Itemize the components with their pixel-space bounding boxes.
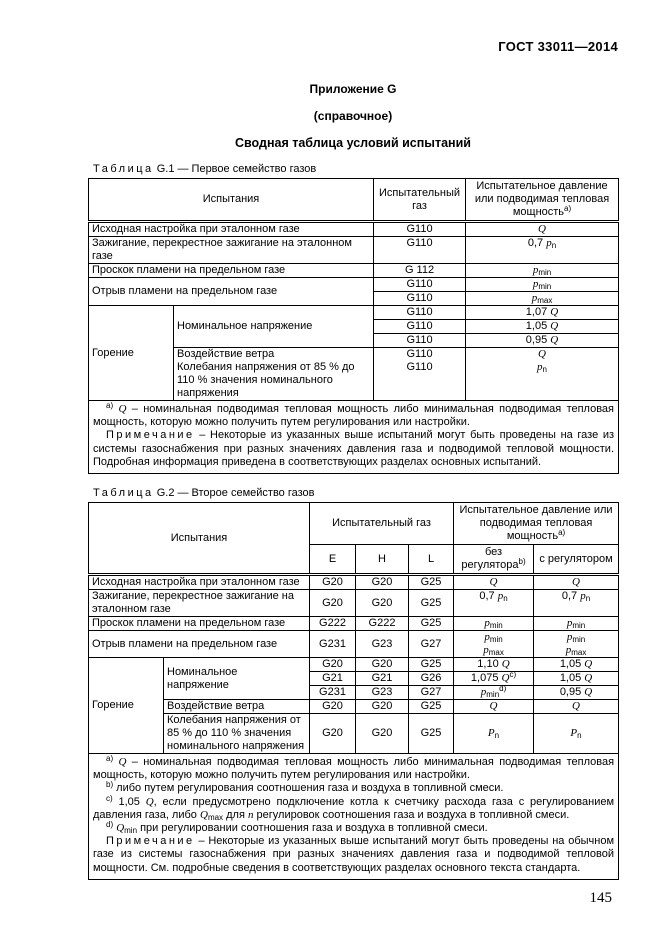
table-row [89,631,619,658]
gas-cell: G231 [310,631,356,658]
table-row [89,575,619,590]
gas-cell: G110 [374,348,466,362]
footnote-b: $^{b)}$ либо путем регулирования соотношения газа и воздуха в топливной смеси. [106,780,504,795]
gas-cell: G21 [310,672,356,686]
appendix-title: Приложение G [309,82,397,96]
value-cell: 1,05 Q [534,672,619,686]
column-header-h: H [356,545,409,575]
gas-cell: G110 [374,278,466,292]
value-cell: 0,95 Q [466,334,619,348]
gas-cell: G20 [356,590,409,617]
value-cell: $p_{min}$ [454,617,534,631]
footnote-d: $^{d)}$ $Q_{min}$ при регулировании соотношения газа и воздуха в топливной смеси. [106,820,488,836]
value-cell: $p_{min}$ [466,264,619,278]
footnote-row [89,754,619,880]
value-cell: Q [454,575,534,590]
test-name-cell: Исходная настройка при эталонном газе [89,575,310,590]
page-number: 145 [589,890,612,906]
value-cell: 1,05 Q [534,658,619,672]
gas-cell: G231 [310,686,356,700]
footnote-cell [89,754,619,880]
column-header-e: E [310,545,356,575]
gas-cell: G110 [374,334,466,348]
column-header-l: L [409,545,454,575]
table-g1-caption [93,163,618,175]
column-header-gas-group: Испытательный газ [310,503,454,545]
value-cell: 0,95 Q [534,686,619,700]
value-cell: Q [534,575,619,590]
page-title: Сводная таблица условий испытаний [235,136,471,150]
value-cell: 0,7 $p_n$ [466,237,619,264]
caption-text: G.2 — Второе семейство газов [156,487,315,500]
table-header-row [89,179,619,222]
value-cell: $p_{min}$ $p_{max}$ [454,631,534,658]
gas-cell: G110 [374,222,466,237]
value-cell: $p_{min}$ $p_{max}$ [534,631,619,658]
gas-cell: G21 [356,672,409,686]
gas-cell: G26 [409,672,454,686]
gas-cell: G110 [374,292,466,306]
caption-word: Таблица [93,487,154,500]
gas-cell: G20 [356,575,409,590]
value-cell: $P_n$ [454,714,534,754]
gas-cell: G20 [310,700,356,714]
gas-cell: G25 [409,658,454,672]
gas-cell: G23 [356,686,409,700]
value-cell: 1,10 Q [454,658,534,672]
table-row [89,590,619,617]
gas-cell: G25 [409,575,454,590]
gas-cell: G 112 [374,264,466,278]
test-name-cell: Воздействие ветра [164,700,310,714]
value-cell: $p_{min}^{d)}$ [454,686,534,700]
footnote-a: $^{a)}$ Q – номинальная подводимая тепловая мощность либо минимальная подводимая тепловая мощность, которую можно получить путем регулирования или настройки. [93,401,615,429]
gas-cell: G110 [374,306,466,320]
gas-cell: G20 [310,590,356,617]
column-header-tests: Испытания [89,179,374,222]
test-group-cell: Горение [89,306,174,401]
gas-cell: G25 [409,714,454,754]
gas-cell: G222 [356,617,409,631]
test-name-cell: Номинальное напряжение [164,658,310,700]
value-cell: 1,075 $Q^{c)}$ [454,672,534,686]
gas-cell: G20 [356,658,409,672]
value-cell: $p_{min}$ [534,617,619,631]
test-group-cell: Горение [89,658,164,754]
doc-number: ГОСТ 33011—2014 [498,39,618,54]
appendix-subtitle: (справочное) [313,109,393,123]
footnote-note: Примечание – Некоторые из указанных выше испытаний могут быть проведены на обычном газе из системы газоснабжения при разных значениях давления газа и подводимой тепловой мощности. См. подробные сведения в соответствующих разделах основного текста стандарта. [93,835,615,874]
value-cell: Q [454,700,534,714]
test-name-cell: Исходная настройка при эталонном газе [89,222,374,237]
table-header-row [89,503,619,545]
test-name-cell: Отрыв пламени на предельном газе [89,278,374,306]
column-header-tests: Испытания [89,503,310,575]
table-row [89,237,619,264]
gas-cell: G25 [409,590,454,617]
test-name-cell: Зажигание, перекрестное зажигание на эталонном газе [89,237,374,264]
footnote-cell [89,401,619,474]
value-cell: $p_{max}$ [466,292,619,306]
column-header-with-regulator: с регулятором [534,545,619,575]
value-cell: Q [466,222,619,237]
column-header-no-regulator: без регулятора$^{b)}$ [454,545,534,575]
value-cell: 1,05 Q [466,320,619,334]
caption-text: G.1 — Первое семейство газов [156,163,317,175]
gas-cell: G27 [409,631,454,658]
gas-cell: G110 [374,361,466,401]
gas-cell: G20 [356,714,409,754]
table-g1 [88,178,619,474]
test-name-cell: Проскок пламени на предельном газе [89,264,374,278]
value-cell: $p_{min}$ [466,278,619,292]
gas-cell: G25 [409,700,454,714]
gas-cell: G222 [310,617,356,631]
value-cell: 1,07 Q [466,306,619,320]
gas-cell: G25 [409,617,454,631]
gas-cell: G110 [374,237,466,264]
test-name-cell: Зажигание, перекрестное зажигание на эталонном газе [89,590,310,617]
footnote-c: $^{c)}$ 1,05 Q, если предусмотрено подключение котла к счетчику расхода газа с регулированием давления газа, либо $Q_{max}$ для n регулировок соотношения газа и воздуха в топливной смеси. [93,793,615,822]
gas-cell: G20 [310,714,356,754]
value-cell: 0,7 $p_n$ [454,590,534,617]
caption-word: Таблица [93,163,154,175]
gas-cell: G20 [310,575,356,590]
test-name-cell: Колебания напряжения от 85 % до 110 % значения номинального напряжения [164,714,310,754]
gas-cell: G20 [356,700,409,714]
gas-cell: G23 [356,631,409,658]
value-cell: $P_n$ [534,714,619,754]
footnote-a: $^{a)}$ Q – номинальная подводимая тепловая мощность либо минимальная подводимая тепловая мощность, которую можно получить путем регулирования или настройки. [93,754,615,782]
test-name-cell: Колебания напряжения от 85 % до 110 % значения номинального напряжения [174,361,374,401]
table-g2-caption [93,487,618,499]
table-row [89,222,619,237]
footnote-note: Примечание – Некоторые из указанных выше испытаний могут быть проведены на газе из системы газоснабжения при разных значениях давления газа и подводимой тепловой мощности. Подробная информация приведена в соответствующих разделах основных испытаний. [93,429,615,468]
value-cell: Q [534,700,619,714]
table-row [89,264,619,278]
table-row [89,658,619,672]
column-header-gas: Испытательный газ [374,179,466,222]
test-name-cell: Проскок пламени на предельном газе [89,617,310,631]
value-cell: 0,7 $p_n$ [534,590,619,617]
table-g2 [88,502,619,880]
value-cell: $p_n$ [466,361,619,401]
test-name-cell: Воздействие ветра [174,348,374,362]
column-header-pressure-group: Испытательное давление или подводимая тепловая мощность$^{a)}$ [454,503,619,545]
table-row [89,306,619,320]
test-name-cell: Отрыв пламени на предельном газе [89,631,310,658]
column-header-pressure: Испытательное давление или подводимая тепловая мощность$^{a)}$ [466,179,619,222]
page-content [88,0,618,880]
footnote-row [89,401,619,474]
gas-cell: G27 [409,686,454,700]
table-row [89,714,619,754]
table-row [89,617,619,631]
gas-cell: G110 [374,320,466,334]
value-cell: Q [466,348,619,362]
test-name-cell: Номинальное напряжение [174,306,374,348]
table-row [89,278,619,292]
table-row [89,700,619,714]
gas-cell: G20 [310,658,356,672]
